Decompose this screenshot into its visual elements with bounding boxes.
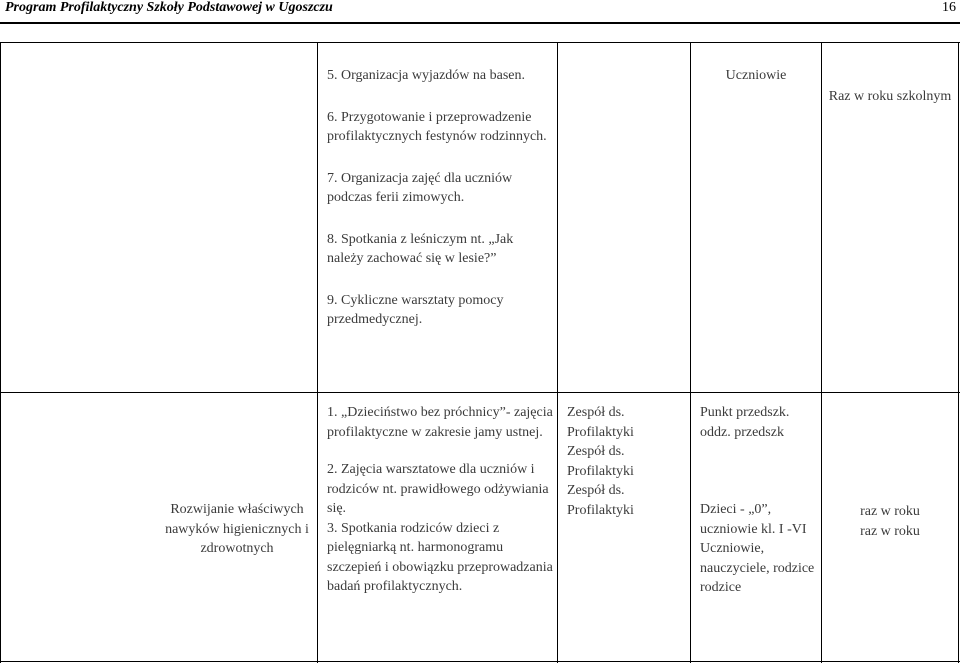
term-cell: Raz w roku szkolnym xyxy=(828,89,952,104)
responsible-cell xyxy=(567,403,685,520)
task-item: 3. Spotkania rodziców dzieci z pielęgniarką nt. harmonogramu szczepień i obowiązku przeprowadzania badań profilaktycznych. xyxy=(327,520,553,594)
column-divider xyxy=(317,42,318,663)
recipient-item: rodzice xyxy=(700,580,742,595)
recipient-item: Uczniowie, nauczyciele, rodzice xyxy=(700,541,815,576)
task-item: 1. „Dzieciństwo bez próchnicy”- zajęcia profilaktyczne w zakresie jamy ustnej. xyxy=(327,405,553,440)
tasks-cell xyxy=(327,403,553,597)
document-title: Program Profilaktyczny Szkoły Podstawowej w Ugoszczu xyxy=(5,0,333,15)
term-cell xyxy=(826,502,954,541)
task-item: 8. Spotkania z leśniczym nt. „Jak należy zachować się w lesie?” xyxy=(327,231,514,266)
recipients-cell xyxy=(700,403,818,598)
row-divider xyxy=(0,392,960,393)
responsible-item: Zespół ds. Profilaktyki xyxy=(567,444,634,479)
column-divider xyxy=(557,42,558,663)
task-item: 2. Zajęcia warsztatowe dla uczniów i rodziców nt. prawidłowego odżywiania się. xyxy=(327,462,549,516)
column-divider xyxy=(690,42,691,663)
responsible-item: Zespół ds. Profilaktyki xyxy=(567,483,634,518)
recipient-item: Punkt przedszk. oddz. przedszk xyxy=(700,405,790,440)
table-border-left xyxy=(0,42,1,663)
table-border-bottom xyxy=(0,661,960,662)
responsible-item: Zespół ds. Profilaktyki xyxy=(567,405,634,440)
recipient-item: Dzieci - „0”, uczniowie kl. I -VI xyxy=(700,502,807,537)
task-item: 7. Organizacja zajęć dla uczniów podczas ferii zimowych. xyxy=(327,170,513,205)
page-number: 16 xyxy=(942,0,956,15)
term-item: raz w roku xyxy=(860,523,920,539)
task-item: 6. Przygotowanie i przeprowadzenie profilaktycznych festynów rodzinnych. xyxy=(327,109,547,144)
task-item: 9. Cykliczne warsztaty pomocy przedmedycznej. xyxy=(327,292,504,327)
table-border-top xyxy=(0,42,960,43)
page-header xyxy=(0,0,960,24)
column-divider xyxy=(821,42,822,663)
term-item: raz w roku xyxy=(860,504,920,519)
recipients-cell: Uczniowie xyxy=(725,68,787,83)
table-border-right xyxy=(958,42,959,663)
task-item: 5. Organizacja wyjazdów na basen. xyxy=(327,68,525,83)
area-cell: Rozwijanie właściwych nawyków higienicznych i zdrowotnych xyxy=(165,502,309,556)
tasks-cell xyxy=(327,66,553,330)
